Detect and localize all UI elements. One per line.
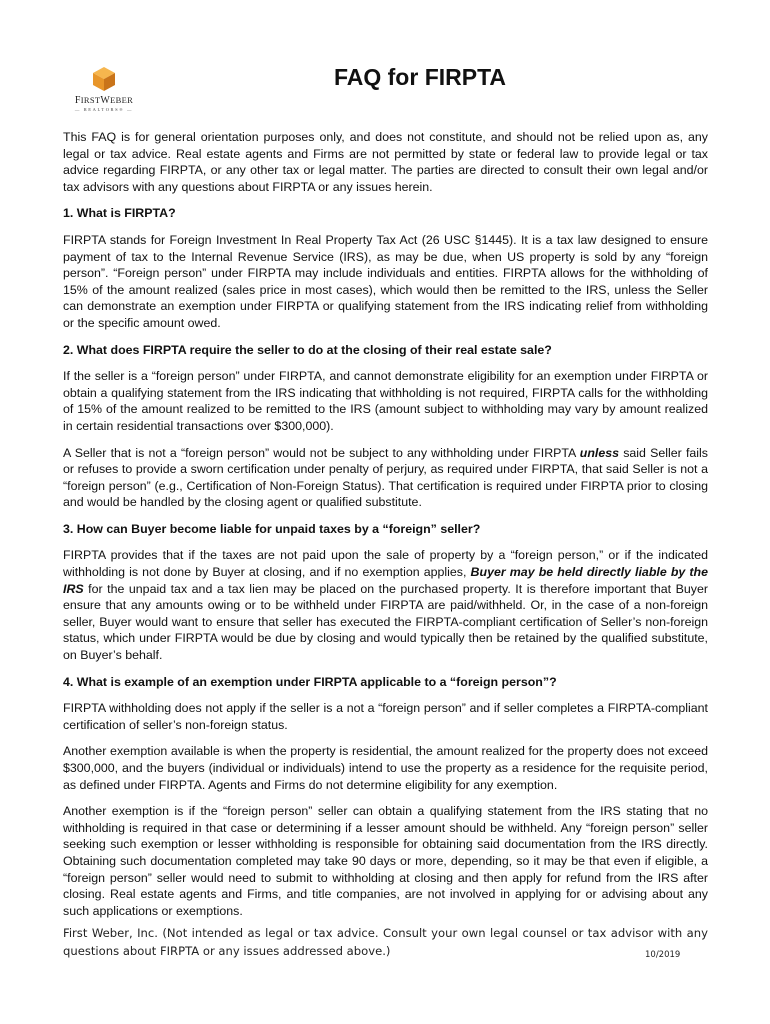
question-3-heading: 3. How can Buyer become liable for unpaid taxes by a “foreign” seller? (63, 521, 481, 536)
footer-disclaimer: First Weber, Inc. (Not intended as legal or tax advice. Consult your own legal counsel or tax advisor with any questions about FIRPTA or any issues addressed above.) (63, 926, 708, 958)
question-4-answer-3: Another exemption is if the “foreign person” seller can obtain a qualifying statement from the IRS stating that no withholding is required in that case or determining if a lesser amount should be withheld. Any “foreign person” seller seeking such exemption or lesser withholding is responsible for obtaining said documentation from the IRS directly. Obtaining such documentation completed may take 90 days or more, depending, so it may be that even if eligible, a “foreign person” seller would need to submit to withholding at closing and then apply for refund from the IRS after closing. Real estate agents and Firms, and title companies, are not involved in applying for or advising about any such applications or exemptions. (63, 804, 708, 918)
question-2-answer-2: A Seller that is not a “foreign person” would not be subject to any withholding under FIRPTA unless said Seller fails or refuses to provide a sworn certification under penalty of perjury, as required under FIRPTA, that said Seller is not a “foreign person” (e.g., Certification of Non-Foreign Status). That certification is required under FIRPTA prior to closing and would be handled by the closing agent or qualified substitute. (63, 445, 708, 510)
question-1-answer: FIRPTA stands for Foreign Investment In Real Property Tax Act (26 USC §1445). It is a tax law designed to ensure payment of tax to the Internal Revenue Service (IRS), as may be due, when US property is sold by any “foreign person”. “Foreign person” under FIRPTA may include individuals and entities. FIRPTA allows for the withholding of 15% of the amount realized (sales price in most cases), which would then be remitted to the IRS, unless the Seller can demonstrate an exemption under FIRPTA or qualifying statement from the IRS indicating relief from withholding or the specific amount owed. (63, 232, 708, 330)
question-4-answer-2: Another exemption available is when the property is residential, the amount realized for the property does not exceed $300,000, and the buyers (individual or individuals) intend to use the property as a residence for the requisite period, as defined under FIRPTA. Agents and Firms do not determine eligibility for any exemption. (63, 744, 708, 792)
footer-date: 10/2019 (645, 950, 681, 960)
logo-wordmark: FIRSTWEBER (74, 95, 134, 106)
emphasis-unless: unless (579, 445, 620, 460)
faq-body (63, 129, 708, 929)
intro-paragraph: This FAQ is for general orientation purposes only, and does not constitute, and should not be relied upon as, any legal or tax advice. Real estate agents and Firms are not permitted by state or federal law to provide legal or tax advice regarding FIRPTA, or any other tax or legal matter. The parties are directed to consult their own legal and/or tax advisors with any questions about FIRPTA or any issues herein. (63, 130, 708, 194)
question-2-answer-1: If the seller is a “foreign person” under FIRPTA, and cannot demonstrate eligibility for an exemption under FIRPTA or obtain a qualifying statement from the IRS indicating that withholding is not required, FIRPTA calls for the withholding of 15% of the amount realized to be remitted to the IRS (amount subject to withholding may vary by amount realized in certain residential transactions over $300,000). (63, 369, 708, 433)
page-title: FAQ for FIRPTA (333, 64, 507, 90)
question-3-answer: FIRPTA provides that if the taxes are not paid upon the sale of property by a “foreign person,” or if the indicated withholding is not done by Buyer at closing, and if no exemption applies, Buyer may be held directly liable by the IRS for the unpaid tax and a tax lien may be placed on the purchased property. It is therefore important that Buyer ensure that any amounts owing or to be withheld under FIRPTA are paid/withheld. Or, in the case of a non-foreign seller, Buyer would want to ensure that seller has executed the FIRPTA-compliant certification of Seller’s non-foreign status, which under FIRPTA would be due by closing and would typically then be retained by the qualified substitute, on Buyer’s behalf. (63, 548, 708, 663)
question-4-heading: 4. What is example of an exemption under FIRPTA applicable to a “foreign person”? (63, 674, 557, 689)
emphasis-buyer-liable: Buyer may be held directly liable by the IRS (63, 565, 708, 596)
question-1-heading: 1. What is FIRPTA? (63, 206, 176, 221)
question-2-heading: 2. What does FIRPTA require the seller to do at the closing of their real estate sale? (63, 342, 552, 357)
logo-subtitle: — REALTORS® — (74, 107, 134, 112)
question-4-answer-1: FIRPTA withholding does not apply if the seller is a not a “foreign person” and if seller completes a FIRPTA-compliant certification of seller’s non-foreign status. (63, 701, 708, 732)
